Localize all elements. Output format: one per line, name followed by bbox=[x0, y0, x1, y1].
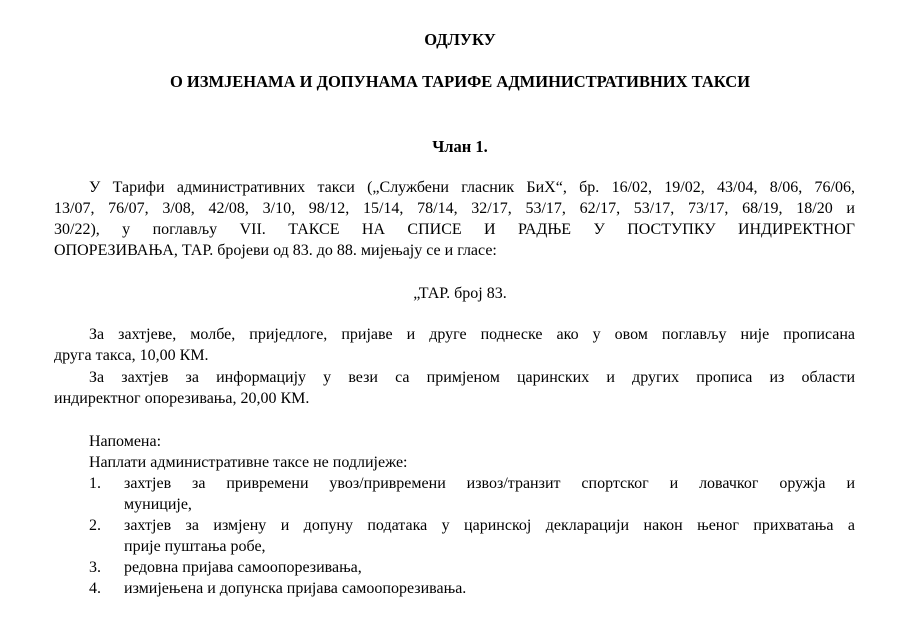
document-subtitle: О ИЗМЈЕНАМА И ДОПУНАМА ТАРИФЕ АДМИНИСТРАТИВНИХ ТАКСИ bbox=[169, 72, 751, 91]
paragraph-line: За захтјев за информацију у вези са примјеном царинских и других прописа из области bbox=[89, 369, 855, 386]
paragraph-line: друга такса, 10,00 КМ. bbox=[54, 347, 209, 364]
list-item-line: редовна пријава самоопорезивања, bbox=[124, 559, 362, 576]
note-label: Напомена: bbox=[89, 433, 162, 450]
list-item-line: прије пуштања робе, bbox=[124, 538, 266, 555]
intro-line: 30/22), у поглављу VII. ТАКСЕ НА СПИСЕ И РАДЊЕ У ПОСТУПКУ ИНДИРЕКТНОГ bbox=[54, 221, 855, 238]
list-item-line: захтјев за привремени увоз/привремени извоз/транзит спортског и ловачког оружја и bbox=[124, 475, 855, 492]
list-item-line: захтјев за измјену и допуну података у царинској декларацији након њеног прихватања а bbox=[124, 517, 855, 534]
article-heading: Члан 1. bbox=[432, 137, 488, 156]
tariff-heading: „ТАР. број 83. bbox=[413, 285, 507, 302]
list-item-number: 3. bbox=[89, 559, 101, 576]
list-item-number: 1. bbox=[89, 475, 101, 492]
document-title: ОДЛУКУ bbox=[424, 30, 496, 49]
list-item-number: 4. bbox=[89, 580, 101, 597]
list-item-line: муниције, bbox=[124, 496, 192, 513]
intro-line: 13/07, 76/07, 3/08, 42/08, 3/10, 98/12, 15/14, 78/14, 32/17, 53/17, 62/17, 53/17, 73/17, 68/19, 18/20 и bbox=[54, 200, 855, 217]
paragraph-line: индиректног опорезивања, 20,00 КМ. bbox=[54, 390, 310, 407]
note-intro: Наплати административне таксе не подлијеже: bbox=[89, 454, 408, 471]
paragraph-line: За захтјеве, молбе, приједлоге, пријаве и друге поднеске ако у овом поглављу није прописана bbox=[89, 326, 855, 343]
list-item-line: измијењена и допунска пријава самоопорезивања. bbox=[124, 580, 467, 597]
intro-line: ОПОРЕЗИВАЊА, ТАР. бројеви од 83. до 88. мијењају се и гласе: bbox=[54, 242, 497, 259]
list-item-number: 2. bbox=[89, 517, 101, 534]
intro-line: У Тарифи административних такси („Службени гласник БиХ“, бр. 16/02, 19/02, 43/04, 8/06, 76/06, bbox=[89, 179, 855, 196]
